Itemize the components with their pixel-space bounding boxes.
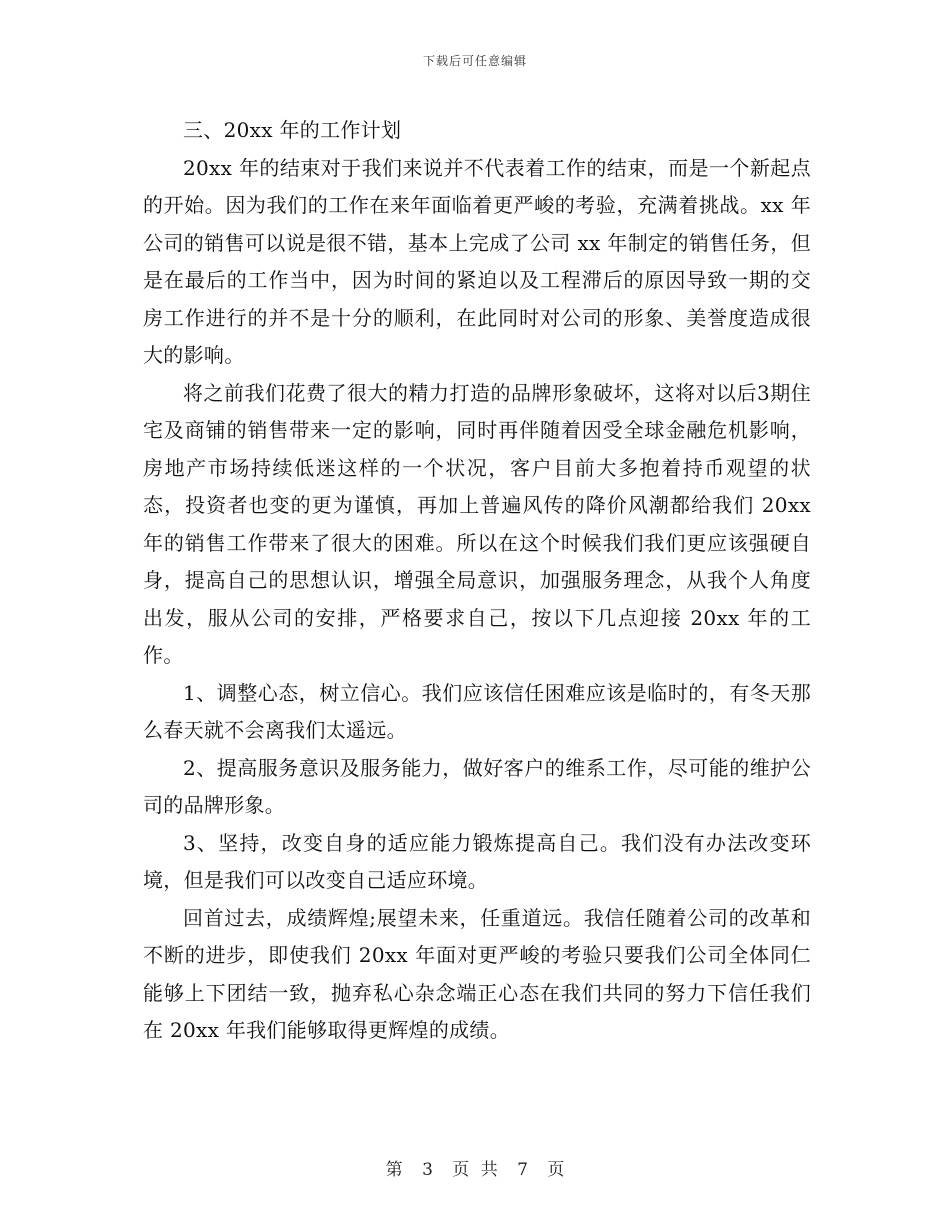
document-body — [143, 112, 811, 1050]
page-footer — [0, 1155, 950, 1180]
current-page-number: 3 — [422, 1160, 433, 1180]
section-heading: 三、20xx 年的工作计划 — [183, 118, 402, 142]
paragraph-point-2: 2、提高服务意识及服务能力，做好客户的维系工作，尽可能的维护公司的品牌形象。 — [143, 755, 811, 817]
total-pages-number: 7 — [517, 1160, 528, 1180]
footer-suffix: 页 — [547, 1160, 565, 1180]
footer-middle: 页 共 — [452, 1160, 498, 1180]
paragraph-conclusion: 回首过去，成绩辉煌;展望未来，任重道远。我信任随着公司的改革和不断的进步，即使我们 20xx 年面对更严峻的考验只要我们公司全体同仁能够上下团结一致，抛弃私心杂念端正心态在我们共同的努力下信任我们在 20xx 年我们能够取得更辉煌的成绩。 — [143, 905, 811, 1042]
paragraph-intro: 20xx 年的结束对于我们来说并不代表着工作的结束，而是一个新起点的开始。因为我们的工作在来年面临着更严峻的考验，充满着挑战。xx 年公司的销售可以说是很不错，基本上完成了公司 xx 年制定的销售任务，但是在最后的工作当中，因为时间的紧迫以及工程滞后的原因导致一期的交房工作进行的并不是十分的顺利，在此同时对公司的形象、美誉度造成很大的影响。 — [143, 155, 811, 367]
paragraph-brand-impact: 将之前我们花费了很大的精力打造的品牌形象破坏，这将对以后3期住宅及商铺的销售带来一定的影响，同时再伴随着因受全球金融危机影响，房地产市场持续低迷这样的一个状况，客户目前大多抱着持币观望的状态，投资者也变的更为谨慎，再加上普遍风传的降价风潮都给我们 20xx 年的销售工作带来了很大的困难。所以在这个时候我们我们更应该强硬自身，提高自己的思想认识，增强全局意识，加强服务理念，从我个人角度出发，服从公司的安排，严格要求自己，按以下几点迎接 20xx 年的工作。 — [143, 380, 811, 667]
paragraph-point-3: 3、坚持，改变自身的适应能力锻炼提高自己。我们没有办法改变环境，但是我们可以改变自己适应环境。 — [143, 830, 811, 892]
footer-prefix: 第 — [385, 1160, 403, 1180]
paragraph-point-1: 1、调整心态，树立信心。我们应该信任困难应该是临时的，有冬天那么春天就不会离我们太遥远。 — [143, 680, 811, 742]
page-header: 下载后可任意编辑 — [422, 54, 527, 68]
